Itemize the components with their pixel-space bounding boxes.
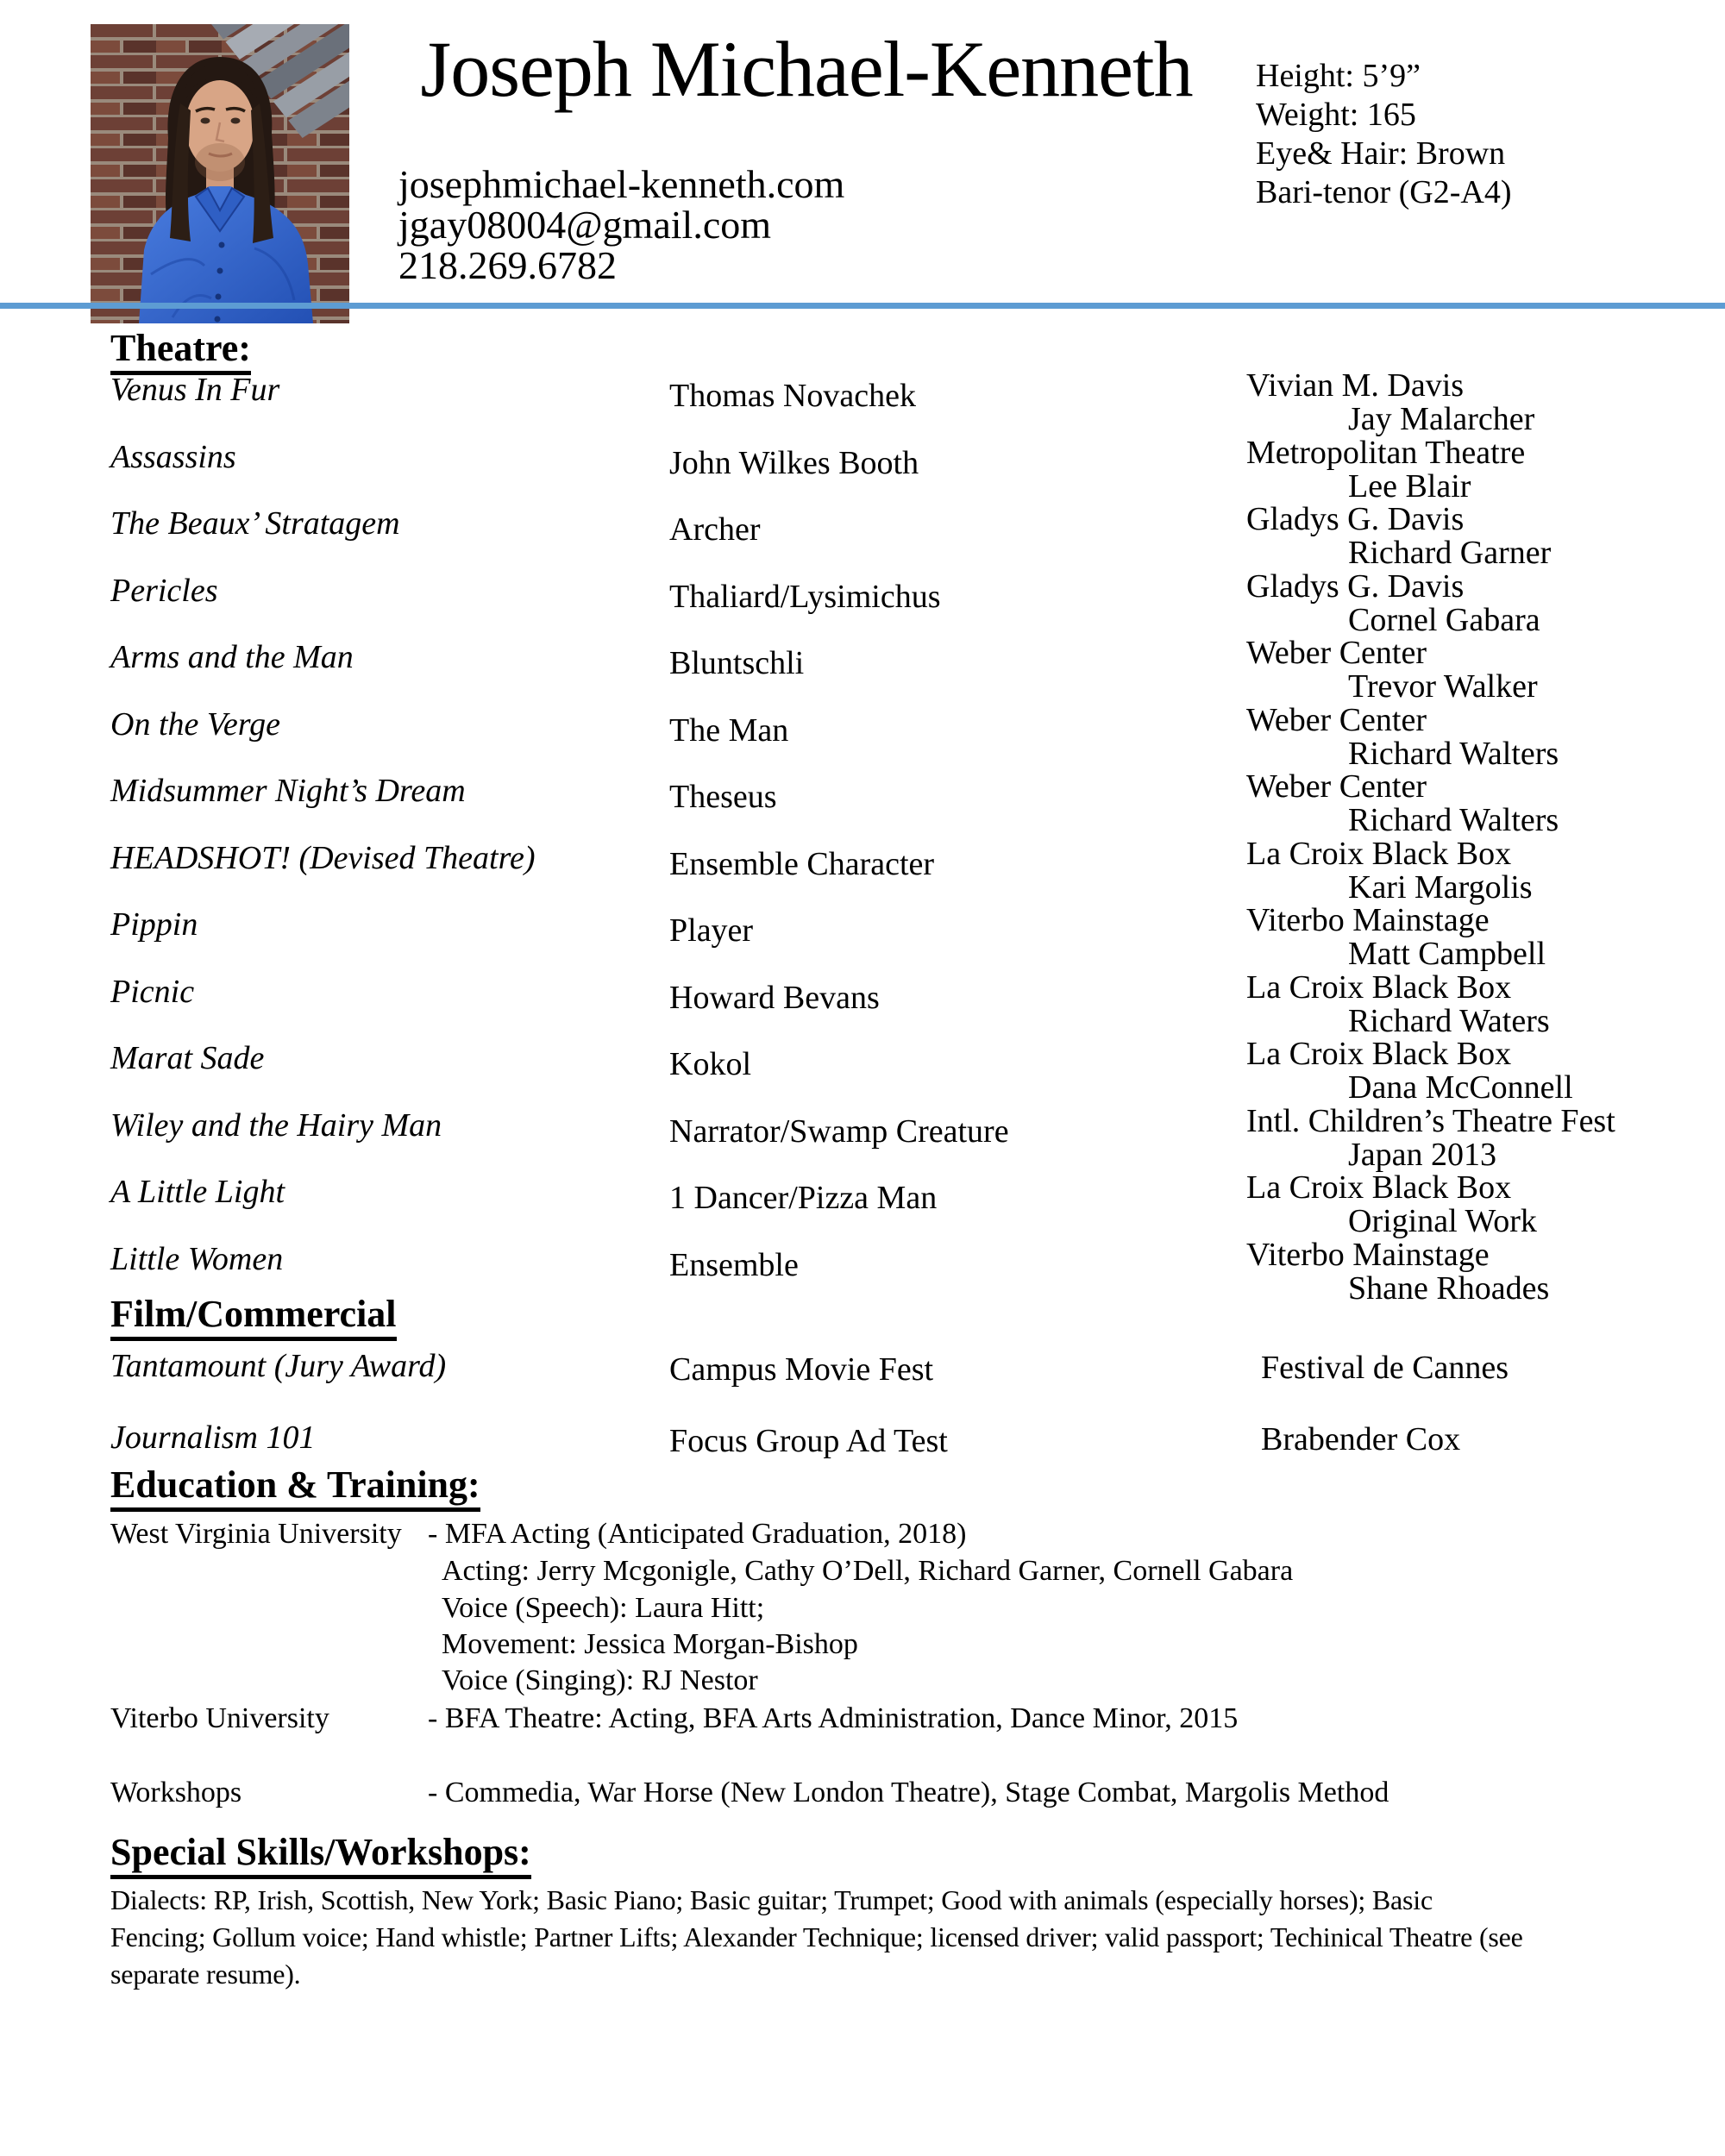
height-stat: Height: 5’9” bbox=[1256, 58, 1421, 94]
role: The Man bbox=[669, 711, 789, 749]
film-role: Campus Movie Fest bbox=[669, 1351, 934, 1388]
director: Jay Malarcher bbox=[1348, 401, 1535, 437]
venue: Weber Center bbox=[1246, 701, 1427, 738]
film-title: Journalism 101 bbox=[110, 1420, 316, 1456]
education-label: Workshops bbox=[110, 1777, 242, 1808]
play-title: Arms and the Man bbox=[110, 639, 354, 675]
film-title: Tantamount (Jury Award) bbox=[110, 1348, 447, 1384]
film-heading: Film/Commercial bbox=[110, 1292, 397, 1341]
venue: Viterbo Mainstage bbox=[1246, 1236, 1490, 1273]
education-detail: Voice (Speech): Laura Hitt; bbox=[442, 1592, 765, 1624]
role: Ensemble Character bbox=[669, 845, 935, 882]
education-detail: - Commedia, War Horse (New London Theatre), Stage Combat, Margolis Method bbox=[428, 1777, 1389, 1808]
director: Richard Waters bbox=[1348, 1002, 1550, 1039]
director: Richard Walters bbox=[1348, 802, 1559, 838]
education-heading: Education & Training: bbox=[110, 1463, 480, 1512]
theatre-entry bbox=[0, 701, 1725, 773]
phone-number: 218.269.6782 bbox=[398, 243, 617, 287]
play-title: Assassins bbox=[110, 438, 236, 475]
voice-range-stat: Bari-tenor (G2-A4) bbox=[1256, 174, 1512, 210]
education-detail: - BFA Theatre: Acting, BFA Arts Administration, Dance Minor, 2015 bbox=[428, 1702, 1239, 1734]
role: Theseus bbox=[669, 779, 777, 815]
role: Ensemble bbox=[669, 1246, 799, 1283]
director: Original Work bbox=[1348, 1203, 1537, 1239]
director: Matt Campbell bbox=[1348, 936, 1546, 972]
play-title: Midsummer Night’s Dream bbox=[110, 773, 466, 809]
play-title: Marat Sade bbox=[110, 1040, 265, 1076]
role: John Wilkes Booth bbox=[669, 444, 919, 481]
weight-stat: Weight: 165 bbox=[1256, 97, 1416, 133]
education-detail: Voice (Singing): RJ Nestor bbox=[442, 1664, 758, 1696]
education-detail: - MFA Acting (Anticipated Graduation, 2018) bbox=[428, 1518, 967, 1550]
venue: La Croix Black Box bbox=[1246, 835, 1512, 872]
theatre-heading: Theatre: bbox=[110, 326, 251, 375]
theatre-entry bbox=[0, 1036, 1725, 1106]
stats-block bbox=[1256, 57, 1512, 212]
director: Shane Rhoades bbox=[1348, 1269, 1550, 1307]
skills-heading: Special Skills/Workshops: bbox=[110, 1830, 531, 1879]
role: Narrator/Swamp Creature bbox=[669, 1112, 1009, 1150]
contact-block bbox=[398, 164, 844, 285]
education-detail: Movement: Jessica Morgan-Bishop bbox=[442, 1628, 858, 1660]
role: Thomas Novachek bbox=[669, 378, 916, 414]
venue: La Croix Black Box bbox=[1246, 968, 1512, 1006]
director: Cornel Gabara bbox=[1348, 601, 1540, 638]
film-venue: Festival de Cannes bbox=[1261, 1350, 1509, 1386]
actor-name: Joseph Michael-Kenneth bbox=[420, 25, 1193, 113]
play-title: Pericles bbox=[110, 572, 218, 609]
education-label: Viterbo University bbox=[110, 1702, 329, 1734]
director: Dana McConnell bbox=[1348, 1069, 1573, 1106]
play-title: Wiley and the Hairy Man bbox=[110, 1106, 442, 1144]
venue: Metropolitan Theatre bbox=[1246, 434, 1526, 471]
role: 1 Dancer/Pizza Man bbox=[669, 1180, 938, 1216]
theatre-entry bbox=[0, 635, 1725, 705]
theatre-entry bbox=[0, 968, 1725, 1040]
director: Lee Blair bbox=[1348, 467, 1471, 505]
director: Richard Walters bbox=[1348, 735, 1559, 772]
play-title: Picnic bbox=[110, 973, 195, 1010]
headshot-photo bbox=[91, 24, 349, 323]
play-title: On the Verge bbox=[110, 705, 280, 743]
play-title: Venus In Fur bbox=[110, 372, 280, 408]
role: Archer bbox=[669, 511, 761, 548]
play-title: Pippin bbox=[110, 906, 198, 943]
venue: Viterbo Mainstage bbox=[1246, 902, 1490, 938]
venue: Vivian M. Davis bbox=[1246, 367, 1465, 404]
venue: Gladys G. Davis bbox=[1246, 567, 1465, 605]
venue: Weber Center bbox=[1246, 635, 1427, 671]
film-role: Focus Group Ad Test bbox=[669, 1423, 948, 1459]
theatre-entry bbox=[0, 1102, 1725, 1174]
play-title: The Beaux’ Stratagem bbox=[110, 505, 400, 542]
play-title: Little Women bbox=[110, 1240, 284, 1277]
theatre-entry bbox=[0, 501, 1725, 572]
director: Richard Garner bbox=[1348, 535, 1552, 571]
role: Howard Bevans bbox=[669, 979, 880, 1016]
play-title: A Little Light bbox=[110, 1174, 285, 1210]
education-detail: Acting: Jerry Mcgonigle, Cathy O’Dell, Richard Garner, Cornell Gabara bbox=[442, 1555, 1294, 1587]
role: Thaliard/Lysimichus bbox=[669, 578, 941, 615]
director: Japan 2013 bbox=[1348, 1136, 1497, 1173]
theatre-entry bbox=[0, 367, 1725, 438]
venue: Weber Center bbox=[1246, 768, 1427, 805]
theatre-entry bbox=[0, 567, 1725, 639]
header-divider bbox=[0, 303, 1725, 309]
theatre-entry bbox=[0, 1169, 1725, 1240]
website-link[interactable]: josephmichael-kenneth.com bbox=[398, 162, 845, 206]
role: Bluntschli bbox=[669, 645, 805, 681]
headshot-illustration bbox=[91, 24, 349, 323]
theatre-entry bbox=[0, 434, 1725, 505]
role: Player bbox=[669, 912, 754, 949]
venue: La Croix Black Box bbox=[1246, 1036, 1512, 1072]
film-venue: Brabender Cox bbox=[1261, 1421, 1461, 1457]
play-title: HEADSHOT! (Devised Theatre) bbox=[110, 839, 536, 876]
skills-paragraph: Dialects: RP, Irish, Scottish, New York; Basic Piano; Basic guitar; Trumpet; Good with animals (especially horses); Basic Fencing; Gollum voice; Hand whistle; Partner Lifts; Alexander Technique; licensed driver; valid passport; Techinical Theatre (see separate resume). bbox=[110, 1884, 1523, 1990]
theatre-entry bbox=[0, 835, 1725, 906]
theatre-entry bbox=[0, 902, 1725, 973]
director: Kari Margolis bbox=[1348, 868, 1533, 906]
education-label: West Virginia University bbox=[110, 1518, 402, 1550]
venue: Gladys G. Davis bbox=[1246, 501, 1465, 537]
venue: Intl. Children’s Theatre Fest bbox=[1246, 1102, 1615, 1139]
eye-hair-stat: Eye& Hair: Brown bbox=[1256, 135, 1506, 172]
venue: La Croix Black Box bbox=[1246, 1169, 1512, 1206]
email-link[interactable]: jgay08004@gmail.com bbox=[398, 203, 772, 247]
theatre-entries bbox=[0, 367, 1725, 1307]
film-entry bbox=[0, 1347, 1725, 1399]
theatre-entry bbox=[0, 768, 1725, 839]
director: Trevor Walker bbox=[1348, 668, 1538, 705]
role: Kokol bbox=[669, 1046, 751, 1082]
